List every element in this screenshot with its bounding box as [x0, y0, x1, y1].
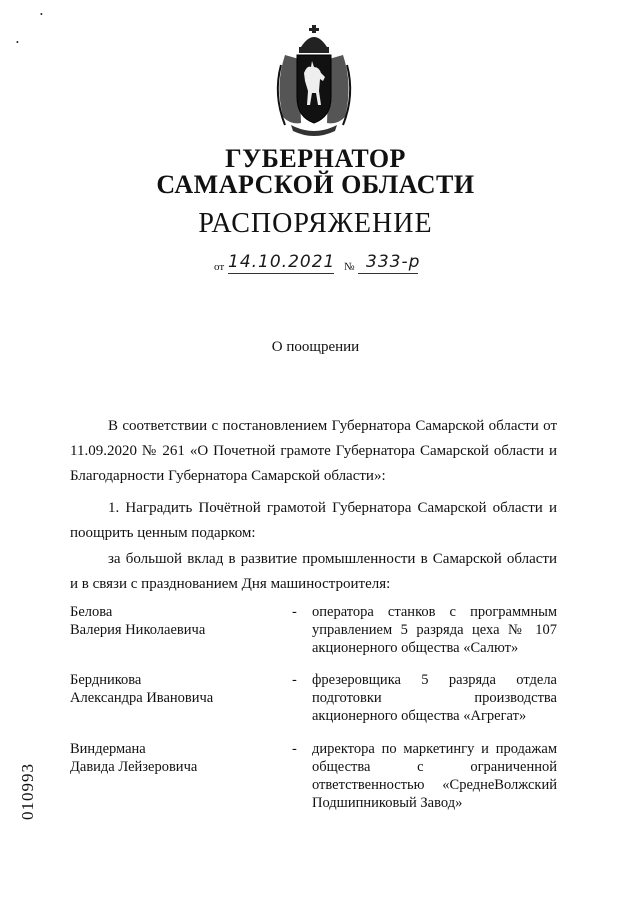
awardee-dash: - [292, 604, 297, 620]
awardee-given-name: Валерия Николаевича [70, 622, 206, 638]
paragraph-reason: за большой вклад в развитие промышленности в Самарской области и в связи с празднованием Дня машиностроителя: [70, 551, 557, 592]
awardee-given-name: Давида Лейзеровича [70, 759, 198, 775]
awardee-name [70, 671, 280, 707]
scan-mark: • [40, 10, 43, 19]
paragraph-basis: В соответствии с постановлением Губернатора Самарской области от 11.09.2020 № 261 «О Почетной грамоте Губернатора Самарской области и Благодарности Губернатора Самарской области»: [70, 418, 557, 484]
paragraph-award-clause: 1. Наградить Почётной грамотой Губернатора Самарской области и поощрить ценным подарком: [70, 500, 557, 541]
awardee-name [70, 603, 280, 639]
awardee-surname: Бердникова [70, 672, 142, 688]
awardee-dash: - [292, 672, 297, 688]
document-date: 14.10.2021 [228, 252, 336, 272]
awardee-surname: Белова [70, 604, 113, 620]
number-underline [358, 273, 418, 274]
number-label: № [344, 261, 355, 273]
header-title-line2: САМАРСКОЙ ОБЛАСТИ [156, 170, 475, 199]
awardee-dash: - [292, 741, 297, 757]
awardee-position: директора по маркетингу и продажам общества с ограниченной ответственностью «СреднеВолжский Подшипниковый Завод» [312, 741, 557, 811]
samara-coat-of-arms-icon [271, 25, 357, 137]
date-underline [228, 273, 334, 274]
awardee-surname: Виндермана [70, 741, 146, 757]
date-from-label: от [214, 261, 225, 273]
awardee-position: фрезеровщика 5 разряда отдела подготовки производства акционерного общества «Агрегат» [312, 672, 557, 724]
date-number-line [214, 252, 434, 278]
awardee-position: оператора станков с программным управлением 5 разряда цеха № 107 акционерного общества «Салют» [312, 604, 557, 656]
scan-mark: • [16, 38, 19, 47]
document-subject: О поощрении [271, 339, 360, 355]
serial-number: 010993 [18, 763, 37, 820]
document-number: 333-р [366, 252, 421, 272]
document-type: РАСПОРЯЖЕНИЕ [198, 208, 433, 239]
awardee-name [70, 740, 280, 776]
header-title-line1: ГУБЕРНАТОР [225, 144, 406, 173]
awardee-given-name: Александра Ивановича [70, 690, 214, 706]
